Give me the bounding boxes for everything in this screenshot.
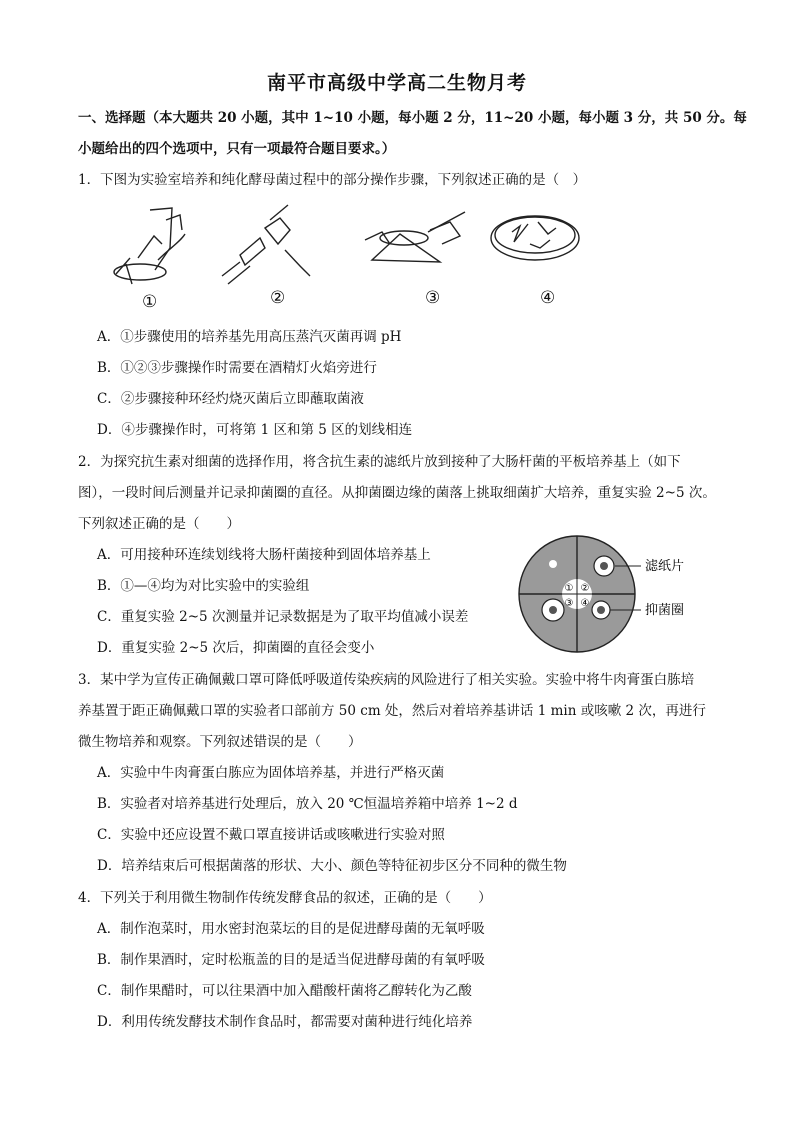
- q1-fig-label-2: ②: [270, 288, 286, 308]
- q2-stem-line-1: 2．为探究抗生素对细菌的选择作用，将含抗生素的滤纸片放到接种了大肠杆菌的平板培养基上（如下: [78, 454, 681, 470]
- q3-option-a: A．实验中牛肉膏蛋白胨应为固体培养基，并进行严格灭菌: [97, 765, 445, 781]
- q2-quadrant-4: ④: [580, 598, 590, 609]
- q4-option-b: B．制作果酒时，定时松瓶盖的目的是适当促进酵母菌的有氧呼吸: [97, 952, 485, 968]
- q3-stem-line-1: 3．某中学为宣传正确佩戴口罩可降低呼吸道传染疾病的风险进行了相关实验。实验中将牛肉膏蛋白胨培: [78, 672, 695, 688]
- q2-option-d: D．重复实验 2~5 次后，抑菌圈的直径会变小: [97, 640, 375, 656]
- q3-stem-line-2: 养基置于距正确佩戴口罩的实验者口部前方 50 cm 处，然后对着培养基讲话 1 min 或咳嗽 2 次，再进行: [78, 703, 706, 719]
- q2-option-a: A．可用接种环连续划线将大肠杆菌接种到固体培养基上: [97, 547, 431, 563]
- q4-option-c: C．制作果醋时，可以往果酒中加入醋酸杆菌将乙醇转化为乙酸: [97, 983, 472, 999]
- q1-option-b: B．①②③步骤操作时需要在酒精灯火焰旁进行: [97, 360, 377, 376]
- q2-quadrant-3: ③: [564, 598, 574, 609]
- q1-illustration: [110, 200, 590, 290]
- section-heading-line-2: 小题给出的四个选项中，只有一项最符合题目要求。）: [78, 141, 396, 157]
- q2-figure: [515, 530, 735, 662]
- q2-quadrant-2: ②: [580, 583, 590, 594]
- q2-label-filter-paper: 滤纸片: [645, 559, 685, 574]
- q1-figure: [110, 200, 590, 315]
- q2-label-inhibition-zone: 抑菌圈: [645, 603, 685, 618]
- q2-option-b: B．①—④均为对比实验中的实验组: [97, 578, 310, 594]
- q2-petri-dish: [515, 530, 735, 662]
- q4-option-d: D．利用传统发酵技术制作食品时，都需要对菌种进行纯化培养: [97, 1014, 473, 1030]
- q1-option-a: A．①步骤使用的培养基先用高压蒸汽灭菌再调 pH: [97, 329, 402, 345]
- q1-stem: 1．下图为实验室培养和纯化酵母菌过程中的部分操作步骤，下列叙述正确的是（ ）: [78, 172, 587, 188]
- q2-option-c: C．重复实验 2~5 次测量并记录数据是为了取平均值减小误差: [97, 609, 469, 625]
- q1-option-d: D．④步骤操作时，可将第 1 区和第 5 区的划线相连: [97, 422, 413, 438]
- q1-fig-label-4: ④: [540, 288, 556, 308]
- q3-option-d: D．培养结束后可根据菌落的形状、大小、颜色等特征初步区分不同种的微生物: [97, 858, 567, 874]
- q1-fig-label-1: ①: [142, 292, 158, 312]
- page-title: 南平市高级中学高二生物月考: [266, 72, 527, 94]
- q3-option-c: C．实验中还应设置不戴口罩直接讲话或咳嗽进行实验对照: [97, 827, 445, 843]
- q3-option-b: B．实验者对培养基进行处理后，放入 20 ℃恒温培养箱中培养 1~2 d: [97, 796, 518, 812]
- section-heading-line-1: 一、选择题（本大题共 20 小题，其中 1~10 小题，每小题 2 分，11~20 小题，每小题 3 分，共 50 分。每: [78, 110, 747, 126]
- q4-option-a: A．制作泡菜时，用水密封泡菜坛的目的是促进酵母菌的无氧呼吸: [97, 921, 485, 937]
- q2-stem-line-2: 图），一段时间后测量并记录抑菌圈的直径。从抑菌圈边缘的菌落上挑取细菌扩大培养，重复实验 2~5 次。: [78, 485, 716, 501]
- q1-option-c: C．②步骤接种环经灼烧灭菌后立即蘸取菌液: [97, 391, 364, 407]
- q1-fig-label-3: ③: [425, 288, 441, 308]
- q2-quadrant-1: ①: [564, 583, 574, 594]
- q4-stem: 4．下列关于利用微生物制作传统发酵食品的叙述，正确的是（ ）: [78, 890, 492, 906]
- q2-stem-line-3: 下列叙述正确的是（ ）: [78, 516, 240, 532]
- q3-stem-line-3: 微生物培养和观察。下列叙述错误的是（ ）: [78, 734, 362, 750]
